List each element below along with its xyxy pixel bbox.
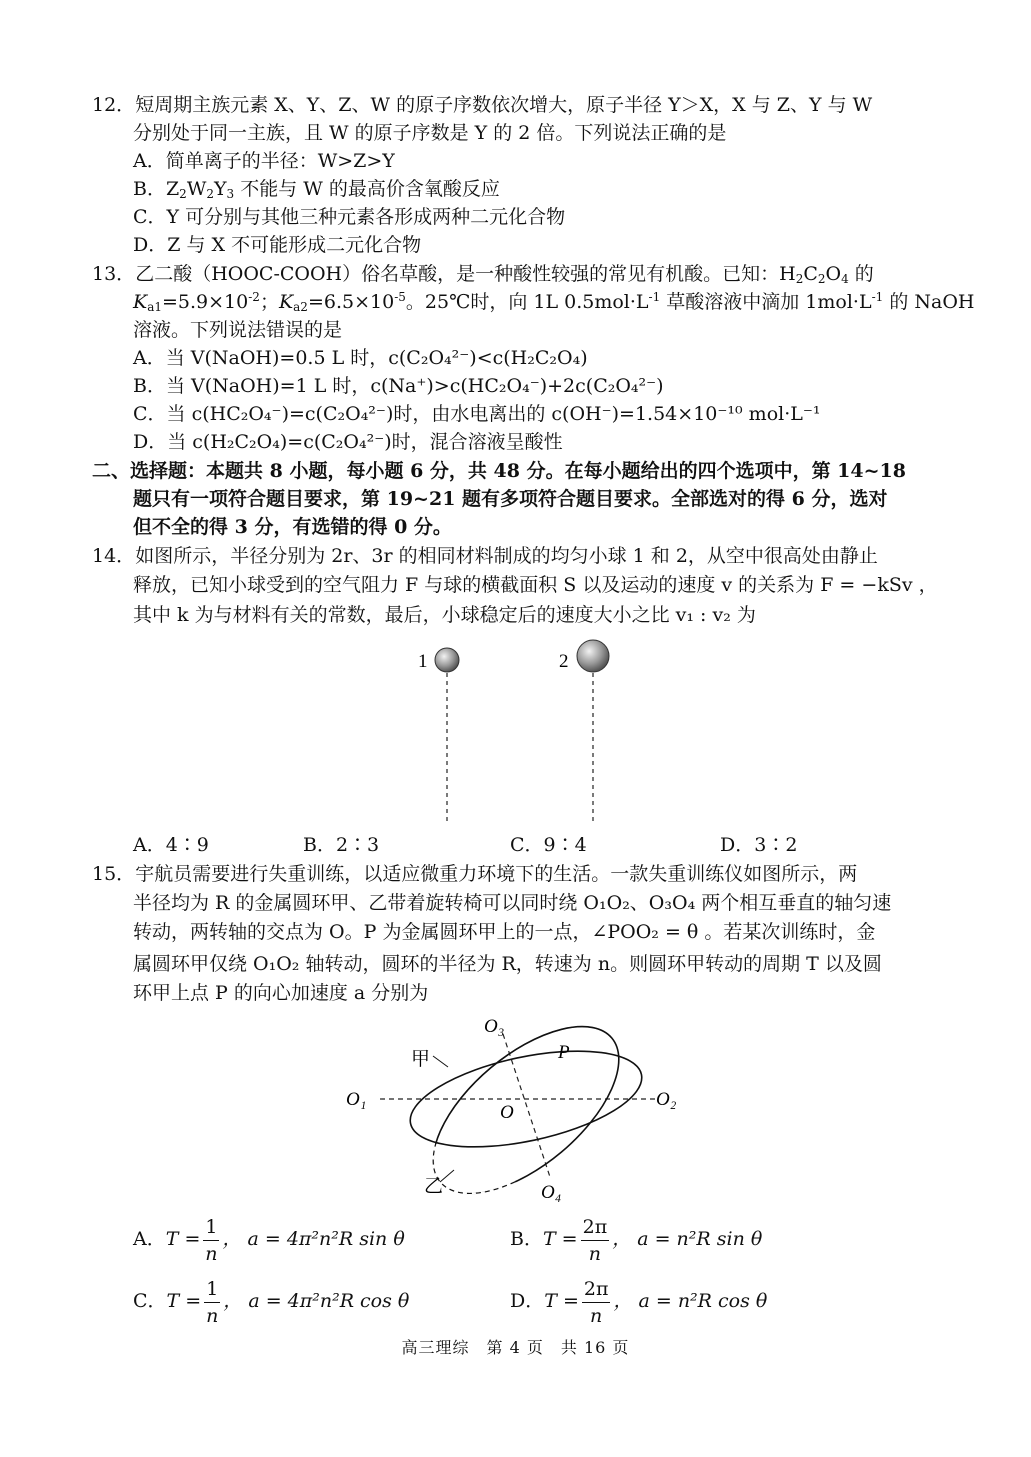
q12-option-d: D．Z 与 X 不可能形成二元化合物 xyxy=(133,234,422,256)
label-jia: 甲 xyxy=(411,1049,431,1070)
q15-stem-line3: 转动，两转轴的交点为 O。P 为金属圆环甲上的一点，∠POO₂ = θ 。若某次训练时，金 xyxy=(133,921,876,943)
label-yi: 乙 xyxy=(424,1176,444,1197)
page-footer: 高三理综 第 4 页 共 16 页 xyxy=(401,1338,630,1357)
ball-1 xyxy=(435,648,459,672)
q12-stem-line1: 12．短周期主族元素 X、Y、Z、W 的原子序数依次增大，原子半径 Y＞X，X 与 Z、Y 与 W xyxy=(92,94,873,116)
q12-option-b: B．$Z_2W_2Y_3$ 不能与 W 的最高价含氧酸反应 xyxy=(133,178,500,201)
q13-stem-line3: 溶液。下列说法错误的是 xyxy=(133,319,343,341)
q14-figure xyxy=(400,635,630,830)
section2-line1: 二、选择题：本题共 8 小题，每小题 6 分，共 48 分。在每小题给出的四个选项中，第 14~18 xyxy=(92,460,906,482)
q14-option-d: D．3∶2 xyxy=(720,834,798,856)
q15-option-b: B．T = $\frac{2\pi}{n}$ ， a = n²R sin θ xyxy=(510,1215,763,1265)
q14-stem-line1: 14．如图所示，半径分别为 2r、3r 的相同材料制成的均匀小球 1 和 2，从空中很高处由静止 xyxy=(92,545,878,567)
ball-2-label: 2 xyxy=(559,651,569,672)
label-o: O xyxy=(500,1102,514,1123)
q13-stem-line2: $K_{a1}=5.9\times 10^{-2}$；$K_{a2}=6.5\times 10^{-5}$。25℃时，向 1L $0.5mol\cdot L^{-1}$ 草酸溶液中滴加 $1mol\cdot L^{-1}$ 的 NaOH xyxy=(133,290,975,314)
q14-stem-line3: 其中 k 为与材料有关的常数，最后，小球稳定后的速度大小之比 v₁ : v₂ 为 xyxy=(133,604,756,626)
q15-stem-line4: 属圆环甲仅绕 O₁O₂ 轴转动，圆环的半径为 R，转速为 n。则圆环甲转动的周期 T 以及圆 xyxy=(133,953,882,975)
label-p: P xyxy=(558,1042,570,1063)
label-o3: O₃ xyxy=(484,1016,505,1037)
q15-option-c: C．T = $\frac{1}{n}$ ， a = 4π²n²R cos θ xyxy=(133,1277,410,1327)
section2-line2: 题只有一项符合题目要求，第 19~21 题有多项符合题目要求。全部选对的得 6 分，选对 xyxy=(133,488,888,510)
q15-stem-line5: 环甲上点 P 的向心加速度 a 分别为 xyxy=(133,982,429,1004)
q14-stem-line2: 释放，已知小球受到的空气阻力 F 与球的横截面积 S 以及运动的速度 v 的关系为 F = −kSv ， xyxy=(133,574,938,596)
q15-option-d: D．T = $\frac{2\pi}{n}$ ， a = n²R cos θ xyxy=(510,1277,768,1327)
label-o2: O₂ xyxy=(656,1089,677,1110)
label-o1: O₁ xyxy=(346,1089,367,1110)
jia-leader xyxy=(433,1056,448,1067)
q13-stem-line1: 13．乙二酸（HOOC-COOH）俗名草酸，是一种酸性较强的常见有机酸。已知：$H_2C_2O_4$ 的 xyxy=(92,263,874,286)
q14-option-a: A．4∶9 xyxy=(133,834,209,856)
ball-2 xyxy=(577,640,609,672)
q13-option-a: A．当 V(NaOH)=0.5 L 时，c(C₂O₄²⁻)<c(H₂C₂O₄) xyxy=(133,347,588,369)
q13-option-c: C．当 c(HC₂O₄⁻)=c(C₂O₄²⁻)时，由水电离出的 c(OH⁻)=1.54×10⁻¹⁰ mol·L⁻¹ xyxy=(133,403,821,425)
q12-option-a: A．简单离子的半径：W>Z>Y xyxy=(133,150,395,172)
q15-figure xyxy=(340,1012,690,1207)
q12-stem-line2: 分别处于同一主族，且 W 的原子序数是 Y 的 2 倍。下列说法正确的是 xyxy=(133,122,727,144)
q15-option-a: A．T = $\frac{1}{n}$ ， a = 4π²n²R sin θ xyxy=(133,1215,405,1265)
q13-option-b: B．当 V(NaOH)=1 L 时，c(Na⁺)>c(HC₂O₄⁻)+2c(C₂O₄²⁻) xyxy=(133,375,664,397)
label-o4: O₄ xyxy=(541,1182,562,1203)
q14-option-b: B．2∶3 xyxy=(303,834,380,856)
ball-1-label: 1 xyxy=(418,651,428,672)
q15-stem-line1: 15．宇航员需要进行失重训练，以适应微重力环境下的生活。一款失重训练仪如图所示，两 xyxy=(92,863,858,885)
q15-stem-line2: 半径均为 R 的金属圆环甲、乙带着旋转椅可以同时绕 O₁O₂、O₃O₄ 两个相互垂直的轴匀速 xyxy=(133,892,892,914)
q14-option-c: C．9∶4 xyxy=(510,834,587,856)
q12-option-c: C．Y 可分别与其他三种元素各形成两种二元化合物 xyxy=(133,206,566,228)
q13-option-d: D．当 c(H₂C₂O₄)=c(C₂O₄²⁻)时，混合溶液呈酸性 xyxy=(133,431,563,453)
section2-line3: 但不全的得 3 分，有选错的得 0 分。 xyxy=(133,516,452,538)
